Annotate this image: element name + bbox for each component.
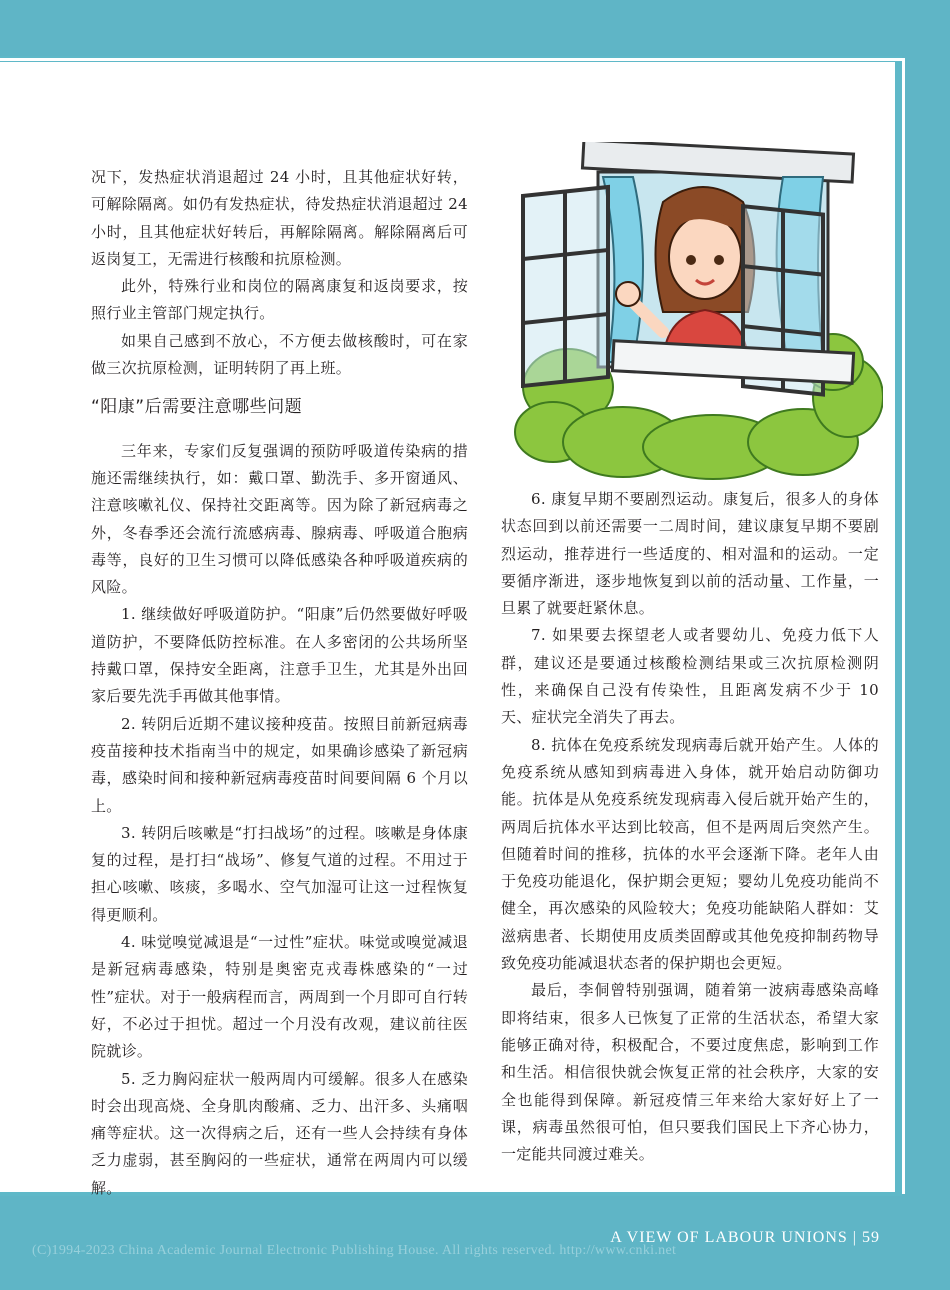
right-paragraph-3: 8. 抗体在免疫系统发现病毒后就开始产生。人体的免疫系统从感知到病毒进入身体，就开始启动防御功能。抗体是从免疫系统发现病毒入侵后就开始产生的，两周后抗体水平达到比较高，但不是两周后突然产生。但随着时间的推移，抗体的水平会逐渐下降。老年人由于免疫功能退化，保护期会更短；婴幼儿免疫功能尚不健全，再次感染的风险较大；免疫功能缺陷人群如：艾滋病患者、长期使用皮质类固醇或其他免疫抑制药物导致免疫功能减退状态者的保护期也会更短。 [501, 735, 879, 973]
right-column [501, 486, 879, 1168]
left-paragraph-3: 如果自己感到不放心，不方便去做核酸时，可在家做三次抗原检测，证明转阴了再上班。 [91, 331, 468, 378]
copyright-watermark: (C)1994-2023 China Academic Journal Electronic Publishing House. All rights reserved. http://www.cnki.net [32, 1243, 677, 1258]
right-paragraph-2: 7. 如果要去探望老人或者婴幼儿、免疫力低下人群，建议还是要通过核酸检测结果或三次抗原检测阴性，来确保自己没有传染性，且距离发病不少于 10 天、症状完全消失了再去。 [501, 626, 879, 727]
left-paragraph-9: 5. 乏力胸闷症状一般两周内可缓解。很多人在感染时会出现高烧、全身肌肉酸痛、乏力、出汗多、头痛咽痛等症状。这一次得病之后，还有一些人会持续有身体乏力虚弱，甚至胸闷的一些症状，通常在两周内可以缓解。 [91, 1069, 468, 1197]
left-paragraph-8: 4. 味觉嗅觉减退是“一过性”症状。味觉或嗅觉减退是新冠病毒感染，特别是奥密克戎毒株感染的“一过性”症状。对于一般病程而言，两周到一个月即可自行转好，不必过于担忧。超过一个月没有改观，建议前往医院就诊。 [91, 933, 468, 1061]
right-paragraph-4: 最后，李侗曾特别强调，随着第一波病毒感染高峰即将结束，很多人已恢复了正常的生活状态，希望大家能够正确对待，积极配合，不要过度焦虑，影响到工作和生活。相信很快就会恢复正常的社会秩序，大家的安全也能得到保障。新冠疫情三年来给大家好好上了一课，病毒虽然很可怕，但只要我们国民上下齐心协力，一定能共同渡过难关。 [501, 981, 879, 1164]
right-paragraph-1: 6. 康复早期不要剧烈运动。康复后，很多人的身体状态回到以前还需要一二周时间，建议康复早期不要剧烈运动，推荐进行一些适度的、相对温和的运动。一定要循序渐进，逐步地恢复到以前的活动量、工作量，一旦累了就要赶紧休息。 [501, 490, 879, 618]
left-paragraph-4: 三年来，专家们反复强调的预防呼吸道传染病的措施还需继续执行，如：戴口罩、勤洗手、多开窗通风、注意咳嗽礼仪、保持社交距离等。因为除了新冠病毒之外，冬春季还会流行流感病毒、腺病毒、呼吸道合胞病毒等，良好的卫生习惯可以降低感染各种呼吸道疾病的风险。 [91, 441, 468, 597]
left-paragraph-7: 3. 转阴后咳嗽是“打扫战场”的过程。咳嗽是身体康复的过程，是打扫“战场”、修复气道的过程。不用过于担心咳嗽、咳痰，多喝水、空气加湿可让这一过程恢复得更顺利。 [91, 823, 468, 924]
left-paragraph-1: 况下，发热症状消退超过 24 小时，且其他症状好转，可解除隔离。如仍有发热症状，待发热症状消退超过 24 小时，且其他症状好转后，再解除隔离。解除隔离后可返岗复工，无需进行核酸和抗原检测。 [91, 168, 468, 268]
right-band [902, 0, 950, 1290]
footer-separator: | [852, 1229, 862, 1246]
left-paragraph-5: 1. 继续做好呼吸道防护。“阳康”后仍然要做好呼吸道防护，不要降低防控标准。在人多密闭的公共场所坚持戴口罩，保持安全距离，注意手卫生，尤其是外出回家后要先洗手再做其他事情。 [91, 605, 468, 706]
top-band [0, 0, 950, 56]
left-paragraph-6: 2. 转阴后近期不建议接种疫苗。按照目前新冠病毒疫苗接种技术指南当中的规定，如果确诊感染了新冠病毒，感染时间和接种新冠病毒疫苗时间要间隔 6 个月以上。 [91, 714, 468, 815]
section-heading: “阳康”后需要注意哪些问题 [91, 397, 303, 418]
magazine-name: A VIEW OF LABOUR UNIONS [610, 1229, 848, 1246]
window-woman-illustration [513, 142, 883, 482]
left-paragraph-2: 此外，特殊行业和岗位的隔离康复和返岗要求，按照行业主管部门规定执行。 [91, 277, 468, 323]
left-column [91, 164, 468, 1202]
page-number: 59 [862, 1229, 880, 1246]
